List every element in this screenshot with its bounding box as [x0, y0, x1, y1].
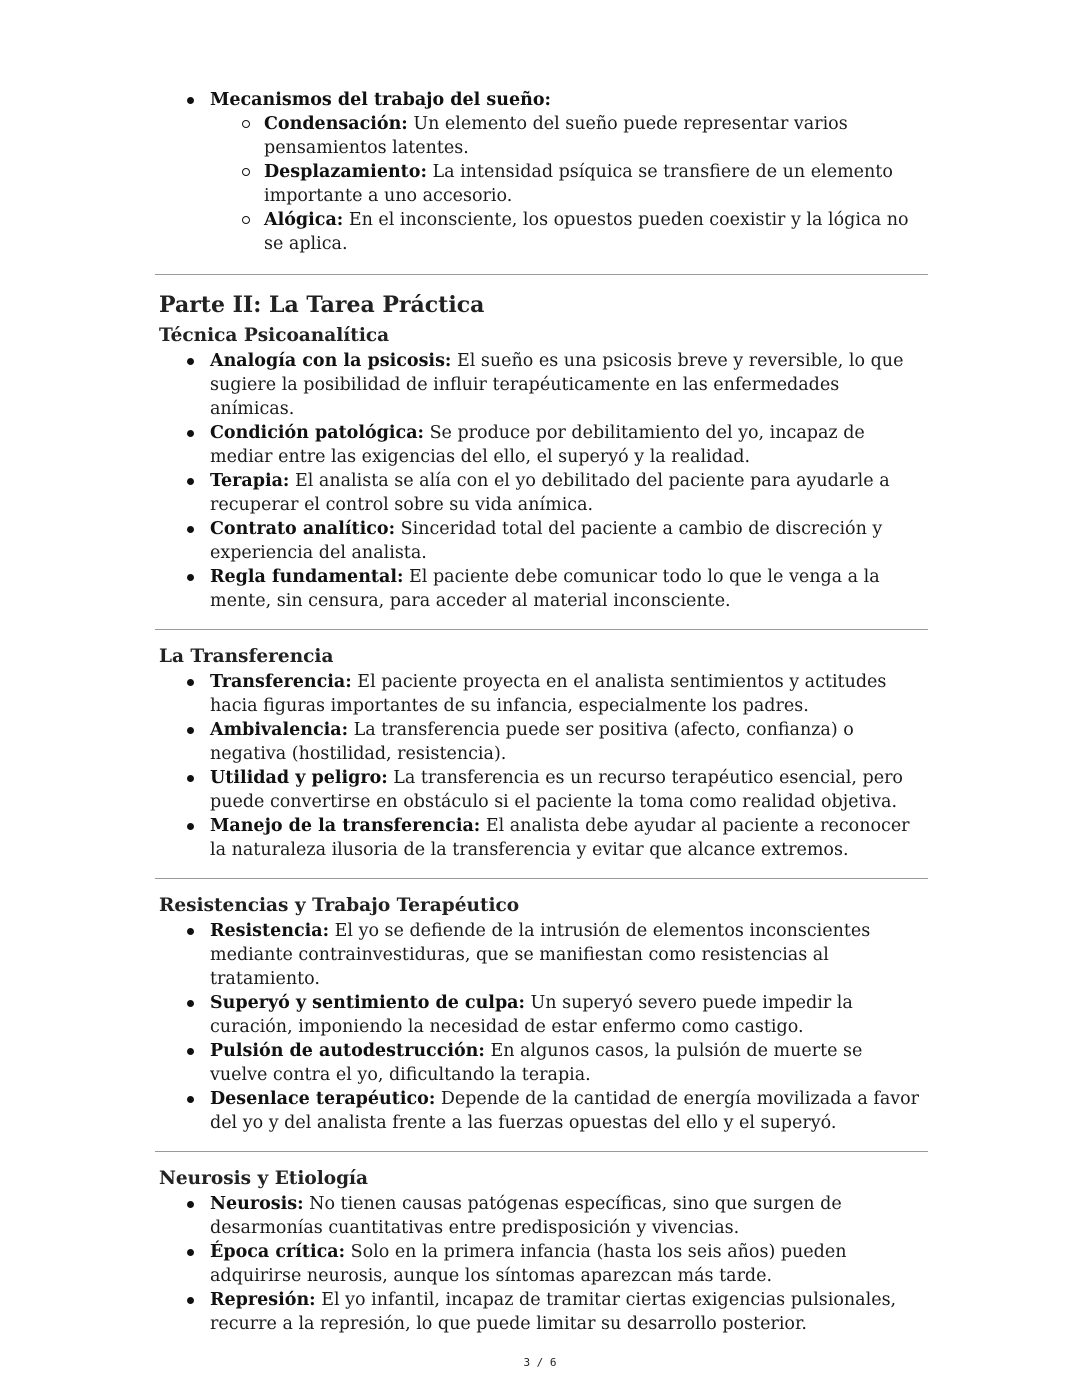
item-text: El sueño es una psicosis breve y reversible, lo que sugiere la posibilidad de influir terapéuticamente en las enfermedades anímicas.	[210, 351, 904, 419]
dream-mechanisms-sublist	[212, 112, 924, 256]
item-label: Desplazamiento:	[264, 162, 427, 182]
section-heading: Resistencias y Trabajo Terapéutico	[159, 895, 520, 916]
section-divider	[155, 274, 928, 275]
item-label: Época crítica:	[210, 1242, 346, 1262]
section-list	[159, 919, 924, 1135]
sublist-item	[212, 208, 924, 256]
item-label: Represión:	[210, 1290, 316, 1310]
list-item	[159, 1240, 924, 1288]
list-item	[159, 1288, 924, 1336]
item-text: La transferencia es un recurso terapéutico esencial, pero puede convertirse en obstáculo si el paciente la toma como realidad objetiva.	[210, 768, 903, 812]
item-text: El paciente debe comunicar todo lo que le venga a la mente, sin censura, para acceder al material inconsciente.	[210, 567, 880, 611]
page-number: 3 / 6	[523, 1356, 557, 1369]
item-text: La intensidad psíquica se transfiere de un elemento importante a uno accesorio.	[264, 162, 893, 206]
item-label: Regla fundamental:	[210, 567, 404, 587]
item-text: Un superyó severo puede impedir la curación, imponiendo la necesidad de estar enfermo como castigo.	[210, 993, 853, 1037]
item-text: Depende de la cantidad de energía movilizada a favor del yo y del analista frente a las fuerzas opuestas del ello y el superyó.	[210, 1089, 920, 1133]
list-item	[159, 1039, 924, 1087]
section-divider	[155, 878, 928, 879]
item-label: Condición patológica:	[210, 423, 424, 443]
item-label: Terapia:	[210, 471, 290, 491]
item-text: No tienen causas patógenas específicas, sino que surgen de desarmonías cuantitativas entre predisposición y vivencias.	[210, 1194, 842, 1238]
item-text: Un elemento del sueño puede representar varios pensamientos latentes.	[264, 114, 848, 158]
item-text: El analista se alía con el yo debilitado del paciente para ayudarle a recuperar el control sobre su vida anímica.	[210, 471, 890, 515]
list-item	[159, 766, 924, 814]
section-list	[159, 349, 924, 613]
list-item	[159, 88, 924, 256]
list-item	[159, 517, 924, 565]
item-label: Manejo de la transferencia:	[210, 816, 481, 836]
list-item	[159, 1192, 924, 1240]
item-label: Superyó y sentimiento de culpa:	[210, 993, 525, 1013]
item-label: Neurosis:	[210, 1194, 304, 1214]
list-item	[159, 469, 924, 517]
sublist-item	[212, 112, 924, 160]
section-divider	[155, 629, 928, 630]
item-text: En algunos casos, la pulsión de muerte se vuelve contra el yo, dificultando la terapia.	[210, 1041, 863, 1085]
item-label: Resistencia:	[210, 921, 330, 941]
item-text: Solo en la primera infancia (hasta los seis años) pueden adquirirse neurosis, aunque los síntomas aparezcan más tarde.	[210, 1242, 847, 1286]
item-label: Condensación:	[264, 114, 408, 134]
part-title: Parte II: La Tarea Práctica	[159, 292, 485, 318]
item-label: Transferencia:	[210, 672, 352, 692]
item-label: Analogía con la psicosis:	[210, 351, 452, 371]
item-text: La transferencia puede ser positiva (afecto, confianza) o negativa (hostilidad, resistencia).	[210, 720, 854, 764]
list-item	[159, 565, 924, 613]
list-item	[159, 1087, 924, 1135]
list-item	[159, 670, 924, 718]
section-heading: Técnica Psicoanalítica	[159, 325, 390, 346]
item-text: El yo infantil, incapaz de tramitar ciertas exigencias pulsionales, recurre a la represión, lo que puede limitar su desarrollo posterior.	[210, 1290, 897, 1334]
item-label: Mecanismos del trabajo del sueño:	[210, 90, 551, 110]
list-item	[159, 349, 924, 421]
section-list	[159, 670, 924, 862]
item-text: El paciente proyecta en el analista sentimientos y actitudes hacia figuras importantes de su infancia, especialmente los padres.	[210, 672, 887, 716]
dream-work-list	[159, 88, 924, 256]
item-label: Desenlace terapéutico:	[210, 1089, 436, 1109]
item-label: Contrato analítico:	[210, 519, 396, 539]
list-item	[159, 814, 924, 862]
sublist-item	[212, 160, 924, 208]
item-text: El yo se defiende de la intrusión de elementos inconscientes mediante contrainvestiduras, que se manifiestan como resistencias al tratamiento.	[210, 921, 871, 989]
item-text: Se produce por debilitamiento del yo, incapaz de mediar entre las exigencias del ello, el superyó y la realidad.	[210, 423, 865, 467]
item-text: El analista debe ayudar al paciente a reconocer la naturaleza ilusoria de la transferencia y evitar que alcance extremos.	[210, 816, 910, 860]
list-item	[159, 991, 924, 1039]
item-label: Utilidad y peligro:	[210, 768, 388, 788]
item-label: Pulsión de autodestrucción:	[210, 1041, 485, 1061]
section-heading: Neurosis y Etiología	[159, 1168, 369, 1189]
item-label: Alógica:	[264, 210, 344, 230]
list-item	[159, 421, 924, 469]
list-item	[159, 919, 924, 991]
page-content	[159, 88, 924, 1336]
item-label: Ambivalencia:	[210, 720, 349, 740]
list-item	[159, 718, 924, 766]
section-divider	[155, 1151, 928, 1152]
section-list	[159, 1192, 924, 1336]
item-text: Sinceridad total del paciente a cambio de discreción y experiencia del analista.	[210, 519, 883, 563]
section-heading: La Transferencia	[159, 646, 334, 667]
item-text: En el inconsciente, los opuestos pueden coexistir y la lógica no se aplica.	[264, 210, 909, 254]
